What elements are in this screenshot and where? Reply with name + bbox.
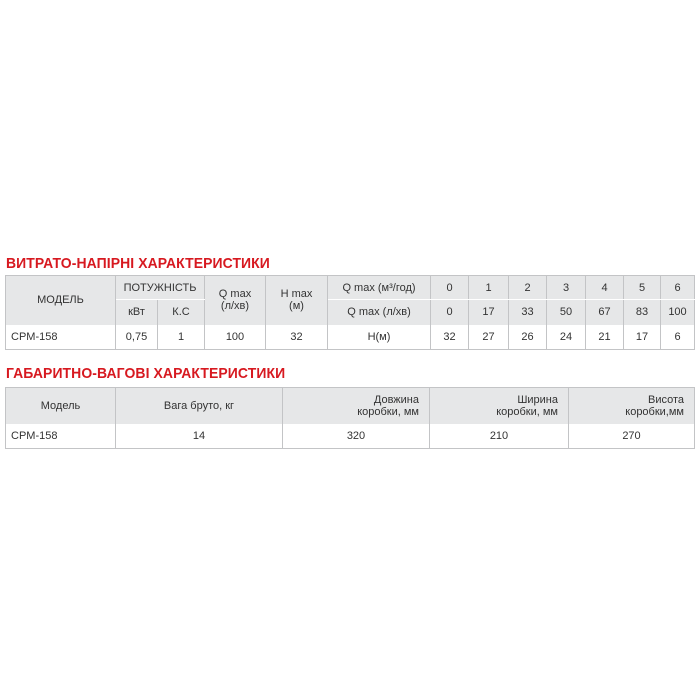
q-m3h-point: 0: [431, 276, 469, 300]
q-lpm-point: 50: [547, 300, 586, 325]
row-hmax: 32: [266, 325, 328, 350]
q-m3h-point: 2: [509, 276, 547, 300]
row-kw: 0,75: [116, 325, 158, 350]
q-m3h-point: 6: [661, 276, 695, 300]
q-m3h-point: 5: [624, 276, 661, 300]
q-lpm-point: 0: [431, 300, 469, 325]
row-box-width: 210: [430, 424, 569, 449]
header-box-length-line1: Довжина: [373, 393, 419, 406]
q-m3h-point: 3: [547, 276, 586, 300]
header-box-width-line2: коробки, мм: [496, 405, 558, 418]
h-value: 26: [509, 325, 547, 350]
row-box-length: 320: [283, 424, 430, 449]
flow-head-table: [5, 275, 695, 350]
header-hmax-line2: (м): [289, 300, 304, 313]
header-box-height-line2: коробки,мм: [625, 405, 684, 418]
h-value: 32: [431, 325, 469, 350]
h-value: 17: [624, 325, 661, 350]
q-lpm-point: 67: [586, 300, 624, 325]
section-title-dimensions-weight: ГАБАРИТНО-ВАГОВІ ХАРАКТЕРИСТИКИ: [6, 365, 286, 382]
row-ks: 1: [158, 325, 205, 350]
dimensions-weight-table: [5, 387, 695, 449]
row-qmax: 100: [205, 325, 266, 350]
header-model: МОДЕЛЬ: [6, 276, 116, 325]
h-value: 6: [661, 325, 695, 350]
row-h-label: H(м): [328, 325, 431, 350]
header-box-height-line1: Висота: [647, 393, 684, 406]
section-title-flow-head: ВИТРАТО-НАПІРНІ ХАРАКТЕРИСТИКИ: [6, 255, 270, 272]
header-box-width-line1: Ширина: [517, 393, 558, 406]
header-qmax-lpm: [205, 276, 266, 325]
header-qmax-m3h: Q max (м³/год): [328, 276, 431, 300]
header-qmax-lpm-row: Q max (л/хв): [328, 300, 431, 325]
header-qmax-lpm-line2: (л/хв): [220, 300, 250, 313]
q-lpm-point: 17: [469, 300, 509, 325]
header-model-2: Модель: [6, 388, 116, 424]
header-gross-weight: Вага бруто, кг: [116, 388, 283, 424]
header-hmax: [266, 276, 328, 325]
table-row: [6, 325, 695, 350]
header-box-width: [430, 388, 569, 424]
header-box-height: [569, 388, 695, 424]
header-box-length-line2: коробки, мм: [357, 405, 419, 418]
row-gross-weight: 14: [116, 424, 283, 449]
row-box-height: 270: [569, 424, 695, 449]
header-kw: кВт: [116, 300, 158, 325]
q-lpm-point: 33: [509, 300, 547, 325]
q-lpm-point: 100: [661, 300, 695, 325]
h-value: 24: [547, 325, 586, 350]
header-qmax-lpm-line1: Q max: [218, 288, 252, 301]
table-row: [6, 424, 695, 449]
q-lpm-point: 83: [624, 300, 661, 325]
q-m3h-point: 1: [469, 276, 509, 300]
header-ks: К.С: [158, 300, 205, 325]
header-power: ПОТУЖНІСТЬ: [116, 276, 205, 300]
header-box-length: [283, 388, 430, 424]
row-model-2: CPM-158: [6, 424, 116, 449]
row-model: CPM-158: [6, 325, 116, 350]
header-hmax-line1: H max: [280, 288, 313, 301]
h-value: 21: [586, 325, 624, 350]
q-m3h-point: 4: [586, 276, 624, 300]
h-value: 27: [469, 325, 509, 350]
